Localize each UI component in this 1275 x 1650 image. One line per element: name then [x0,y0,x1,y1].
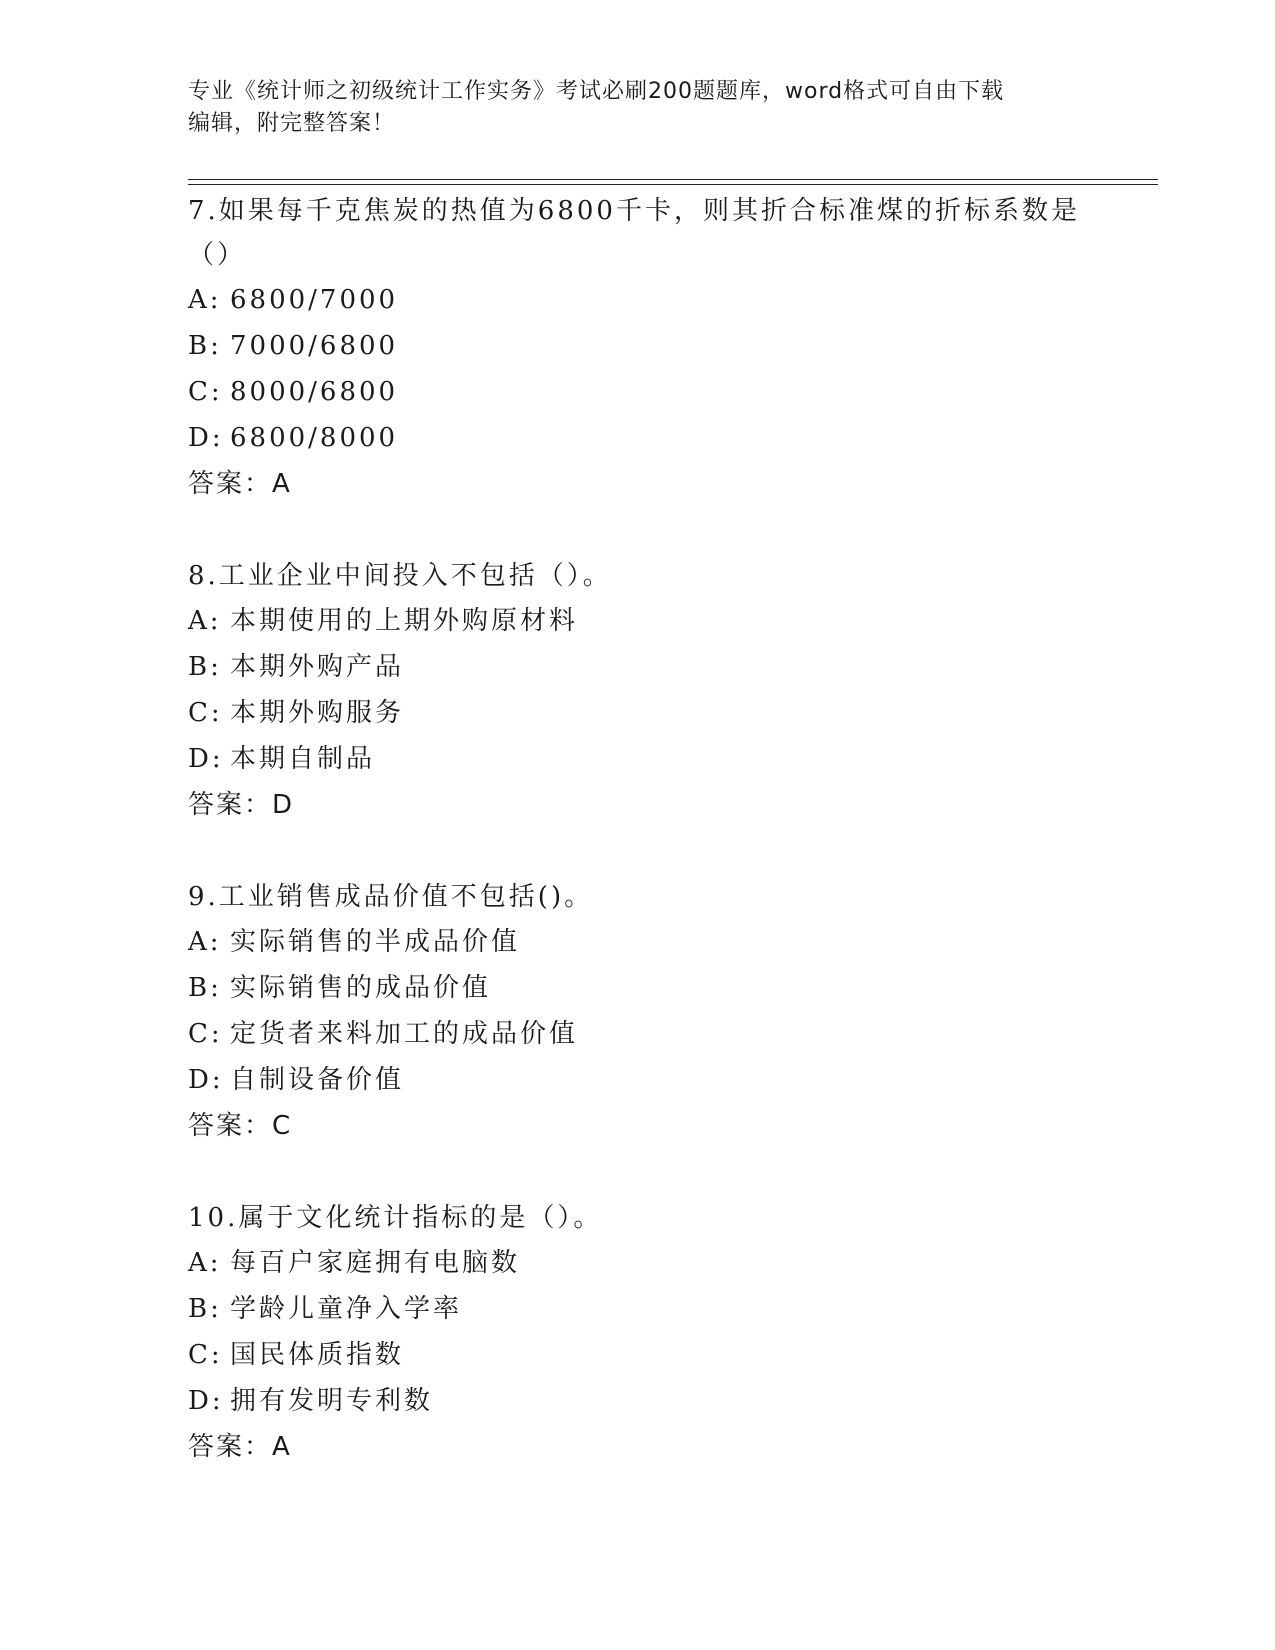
option-text: 每百户家庭拥有电脑数 [230,1248,521,1278]
question-title: 9.工业销售成品价值不包括()。 [188,882,594,912]
option-text: 实际销售的成品价值 [230,973,492,1003]
option-a [188,1240,1088,1286]
option-c [188,369,1088,415]
question-10 [188,1196,1088,1470]
document-header [188,76,1088,140]
option-key: C: [188,1340,223,1370]
option-key: A: [188,285,222,315]
option-key: B: [188,1294,222,1324]
question-7 [188,189,1088,507]
option-text: 本期外购产品 [230,652,405,682]
option-key: D: [188,1386,224,1416]
option-b [188,644,1088,690]
option-text: 实际销售的半成品价值 [230,927,521,957]
option-text: 自制设备价值 [230,1065,405,1095]
answer-line: 答案：A [188,469,292,499]
option-a [188,598,1088,644]
answer-line: 答案：D [188,790,295,820]
option-text: 本期使用的上期外购原材料 [230,606,579,636]
option-key: C: [188,1019,223,1049]
answer-line: 答案：C [188,1111,293,1141]
question-title: 10.属于文化统计指标的是（）。 [188,1203,603,1233]
answer-line: 答案：A [188,1432,292,1462]
option-text: 国民体质指数 [230,1340,405,1370]
question-8 [188,554,1088,828]
option-text: 6800/8000 [230,423,399,453]
option-b [188,323,1088,369]
option-key: D: [188,1065,224,1095]
question-title: 7.如果每千克焦炭的热值为6800千卡，则其折合标准煤的折标系数是（） [188,196,1080,270]
question-9 [188,875,1088,1149]
option-key: B: [188,331,222,361]
header-line-1: 专业《统计师之初级统计工作实务》考试必刷200题题库，word格式可自由下载 [188,79,1005,104]
option-text: 拥有发明专利数 [230,1386,434,1416]
option-d [188,1057,1088,1103]
question-title: 8.工业企业中间投入不包括（）。 [188,561,612,591]
option-text: 学龄儿童净入学率 [230,1294,463,1324]
option-c [188,1011,1088,1057]
option-text: 8000/6800 [230,377,399,407]
option-key: B: [188,652,222,682]
option-a [188,277,1088,323]
option-text: 本期外购服务 [230,698,405,728]
option-d [188,1378,1088,1424]
option-key: A: [188,606,222,636]
option-d [188,415,1088,461]
option-key: D: [188,744,224,774]
header-divider-top [188,179,1158,180]
option-key: C: [188,377,223,407]
option-text: 7000/6800 [230,331,399,361]
option-key: A: [188,927,222,957]
option-c [188,1332,1088,1378]
option-d [188,736,1088,782]
option-key: B: [188,973,222,1003]
option-b [188,965,1088,1011]
option-a [188,919,1088,965]
option-key: C: [188,698,223,728]
option-key: A: [188,1248,222,1278]
option-text: 本期自制品 [230,744,376,774]
option-text: 6800/7000 [230,285,399,315]
option-text: 定货者来料加工的成品价值 [230,1019,579,1049]
option-b [188,1286,1088,1332]
option-key: D: [188,423,224,453]
header-line-2: 编辑，附完整答案！ [188,111,396,136]
option-c [188,690,1088,736]
header-divider-bottom [188,184,1158,185]
